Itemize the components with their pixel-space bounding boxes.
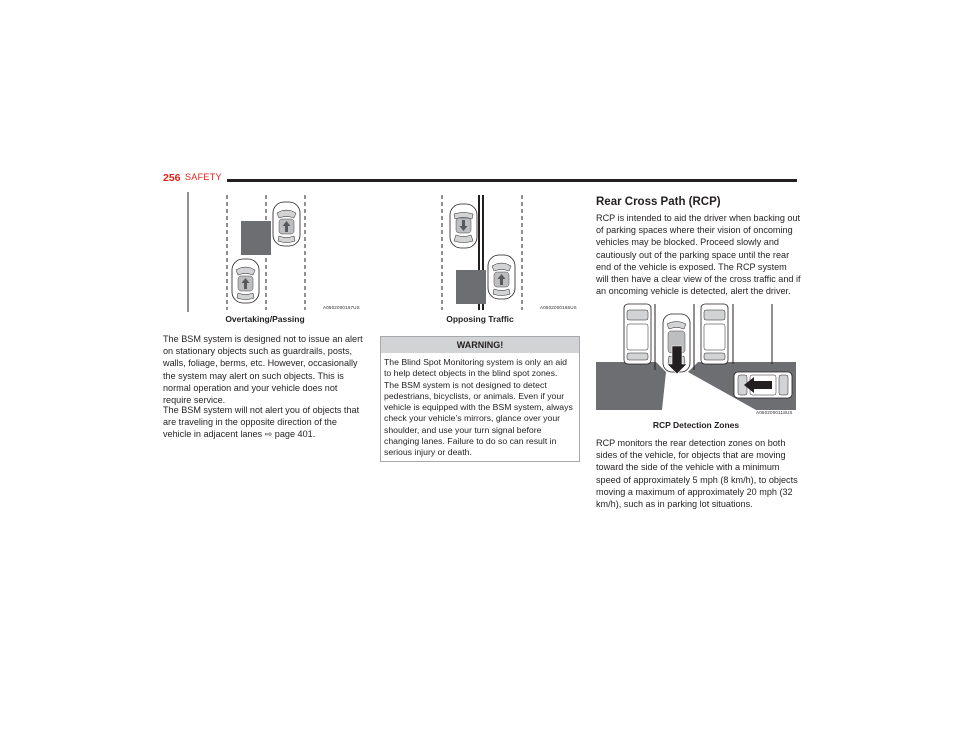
blind-spot-zone (456, 270, 486, 304)
page-header (163, 172, 797, 186)
opposing-traffic-diagram (438, 192, 538, 312)
page-reference-link[interactable]: page 401. (274, 429, 316, 440)
bsm-opposite-paragraph (163, 404, 367, 441)
bsm-stationary-paragraph: The BSM system is designed not to issue an alert on stationary objects such as guardrails, posts, walls, foliage, berms, etc. However, occasionally the system may alert on such objects. This is normal operation and your vehicle does not require service. (163, 334, 363, 406)
page-reference-arrow-icon: ⇨ (264, 429, 273, 440)
parked-suv-icon (624, 304, 651, 364)
car-icon (273, 202, 300, 246)
car-icon (488, 255, 515, 299)
header-rule (227, 179, 797, 182)
page-number: 256 (163, 172, 181, 184)
figure-code: A0502000167US (323, 305, 360, 310)
figure-code: A0502000118US (756, 410, 793, 415)
overtaking-diagram (185, 192, 365, 312)
rcp-heading: Rear Cross Path (RCP) (596, 196, 721, 208)
figure-caption: Opposing Traffic (446, 314, 514, 324)
warning-body: The Blind Spot Monitoring system is only an aid to help detect objects in the blind spot zones. The BSM system is not designed to detect pedestrians, bicyclists, or animals. Even if your vehicle is equipped with the BSM system, always check your vehicle’s mirrors, glance over your shoulder, and use your turn signal before changing lanes. Failure to do so can result in serious injury or death. (384, 357, 573, 458)
figure-code: A0502000165US (540, 305, 577, 310)
figure-caption: Overtaking/Passing (225, 314, 305, 324)
bsm-opposite-text: The BSM system will not alert you of objects that are traveling in the opposite direction of the vehicle in adjacent lanes (163, 405, 360, 440)
overtaking-figure (185, 192, 365, 312)
blind-spot-zone (241, 221, 271, 255)
rcp-monitor-paragraph: RCP monitors the rear detection zones on both sides of the vehicle, for objects that are moving toward the side of the vehicle with a minimum speed of approximately 5 mph (8 km/h), to objects moving a maximum of approximately 20 mph (32 km/h), such as in parking lot situations. (596, 438, 798, 510)
section-title: SAFETY (185, 172, 222, 182)
rcp-detection-diagram (596, 302, 796, 410)
car-icon (450, 204, 477, 248)
warning-title: WARNING! (381, 337, 579, 353)
rcp-figure (596, 302, 796, 410)
car-icon (232, 259, 259, 303)
warning-box (380, 336, 580, 462)
figure-caption: RCP Detection Zones (652, 420, 740, 430)
rcp-intro-paragraph: RCP is intended to aid the driver when backing out of parking spaces where their vision of oncoming vehicles may be blocked. Proceed slowly and cautiously out of the parking space until the rear end of the vehicle is exposed. The RCP system will then have a clear view of the cross traffic and if an oncoming vehicle is detected, alert the driver. (596, 213, 801, 297)
opposing-figure (438, 192, 538, 312)
parked-suv-icon (701, 304, 728, 364)
